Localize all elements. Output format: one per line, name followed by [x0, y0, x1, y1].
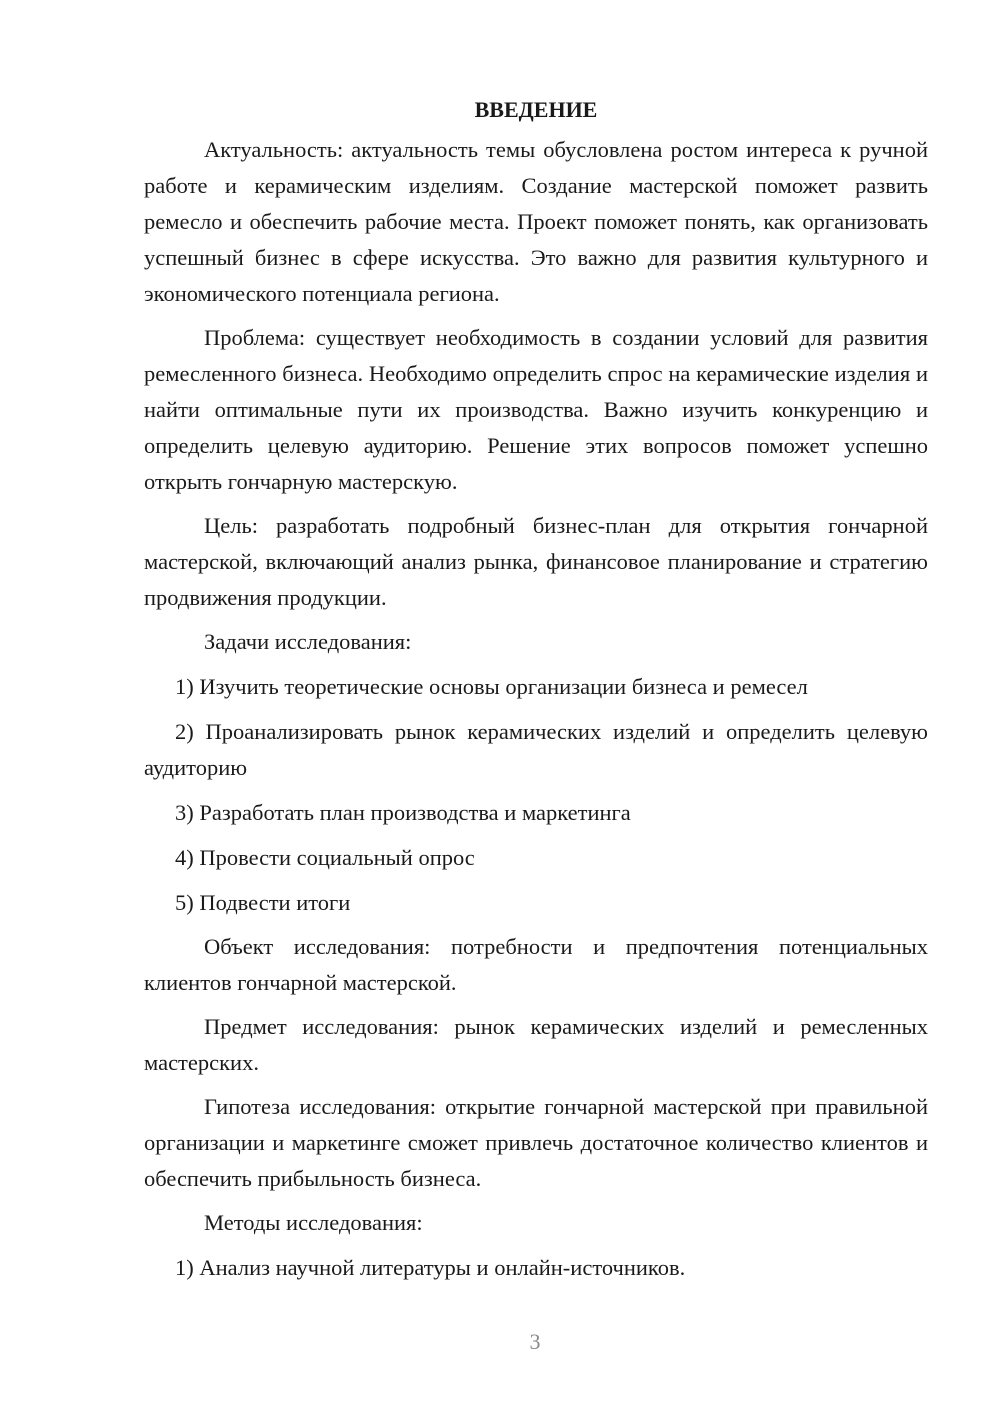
- tasks-label: Задачи исследования:: [204, 629, 412, 654]
- hypothesis-paragraph: Гипотеза исследования: открытие гончарной мастерской при правильной организации и маркетинге сможет привлечь достаточное количество клиентов и обеспечить прибыльность бизнеса.: [144, 1094, 928, 1191]
- task-item-4: 4) Провести социальный опрос: [175, 845, 475, 870]
- page-number: 3: [529, 1329, 541, 1354]
- problem-paragraph: Проблема: существует необходимость в создании условий для развития ремесленного бизнеса. Необходимо определить спрос на керамические изделия и найти оптимальные пути их производства. Важно изучить конкуренцию и определить целевую аудиторию. Решение этих вопросов поможет успешно открыть гончарную мастерскую.: [144, 325, 928, 494]
- page-title: ВВЕДЕНИЕ: [474, 97, 598, 122]
- goal-paragraph: Цель: разработать подробный бизнес-план для открытия гончарной мастерской, включающий анализ рынка, финансовое планирование и стратегию продвижения продукции.: [144, 513, 928, 610]
- task-item-5: 5) Подвести итоги: [175, 890, 351, 915]
- object-paragraph: Объект исследования: потребности и предпочтения потенциальных клиентов гончарной мастерской.: [144, 934, 928, 995]
- page-content: [144, 92, 928, 1286]
- methods-label: Методы исследования:: [204, 1210, 423, 1235]
- method-item-1: 1) Анализ научной литературы и онлайн-источников.: [175, 1255, 686, 1280]
- task-item-2: 2) Проанализировать рынок керамических изделий и определить целевую аудиторию: [144, 719, 928, 780]
- subject-paragraph: Предмет исследования: рынок керамических изделий и ремесленных мастерских.: [144, 1014, 928, 1075]
- task-item-1: 1) Изучить теоретические основы организации бизнеса и ремесел: [175, 674, 808, 699]
- relevance-paragraph: Актуальность: актуальность темы обусловлена ростом интереса к ручной работе и керамическим изделиям. Создание мастерской поможет развить ремесло и обеспечить рабочие места. Проект поможет понять, как организовать успешный бизнес в сфере искусства. Это важно для развития культурного и экономического потенциала региона.: [144, 137, 928, 306]
- task-item-3: 3) Разработать план производства и маркетинга: [175, 800, 631, 825]
